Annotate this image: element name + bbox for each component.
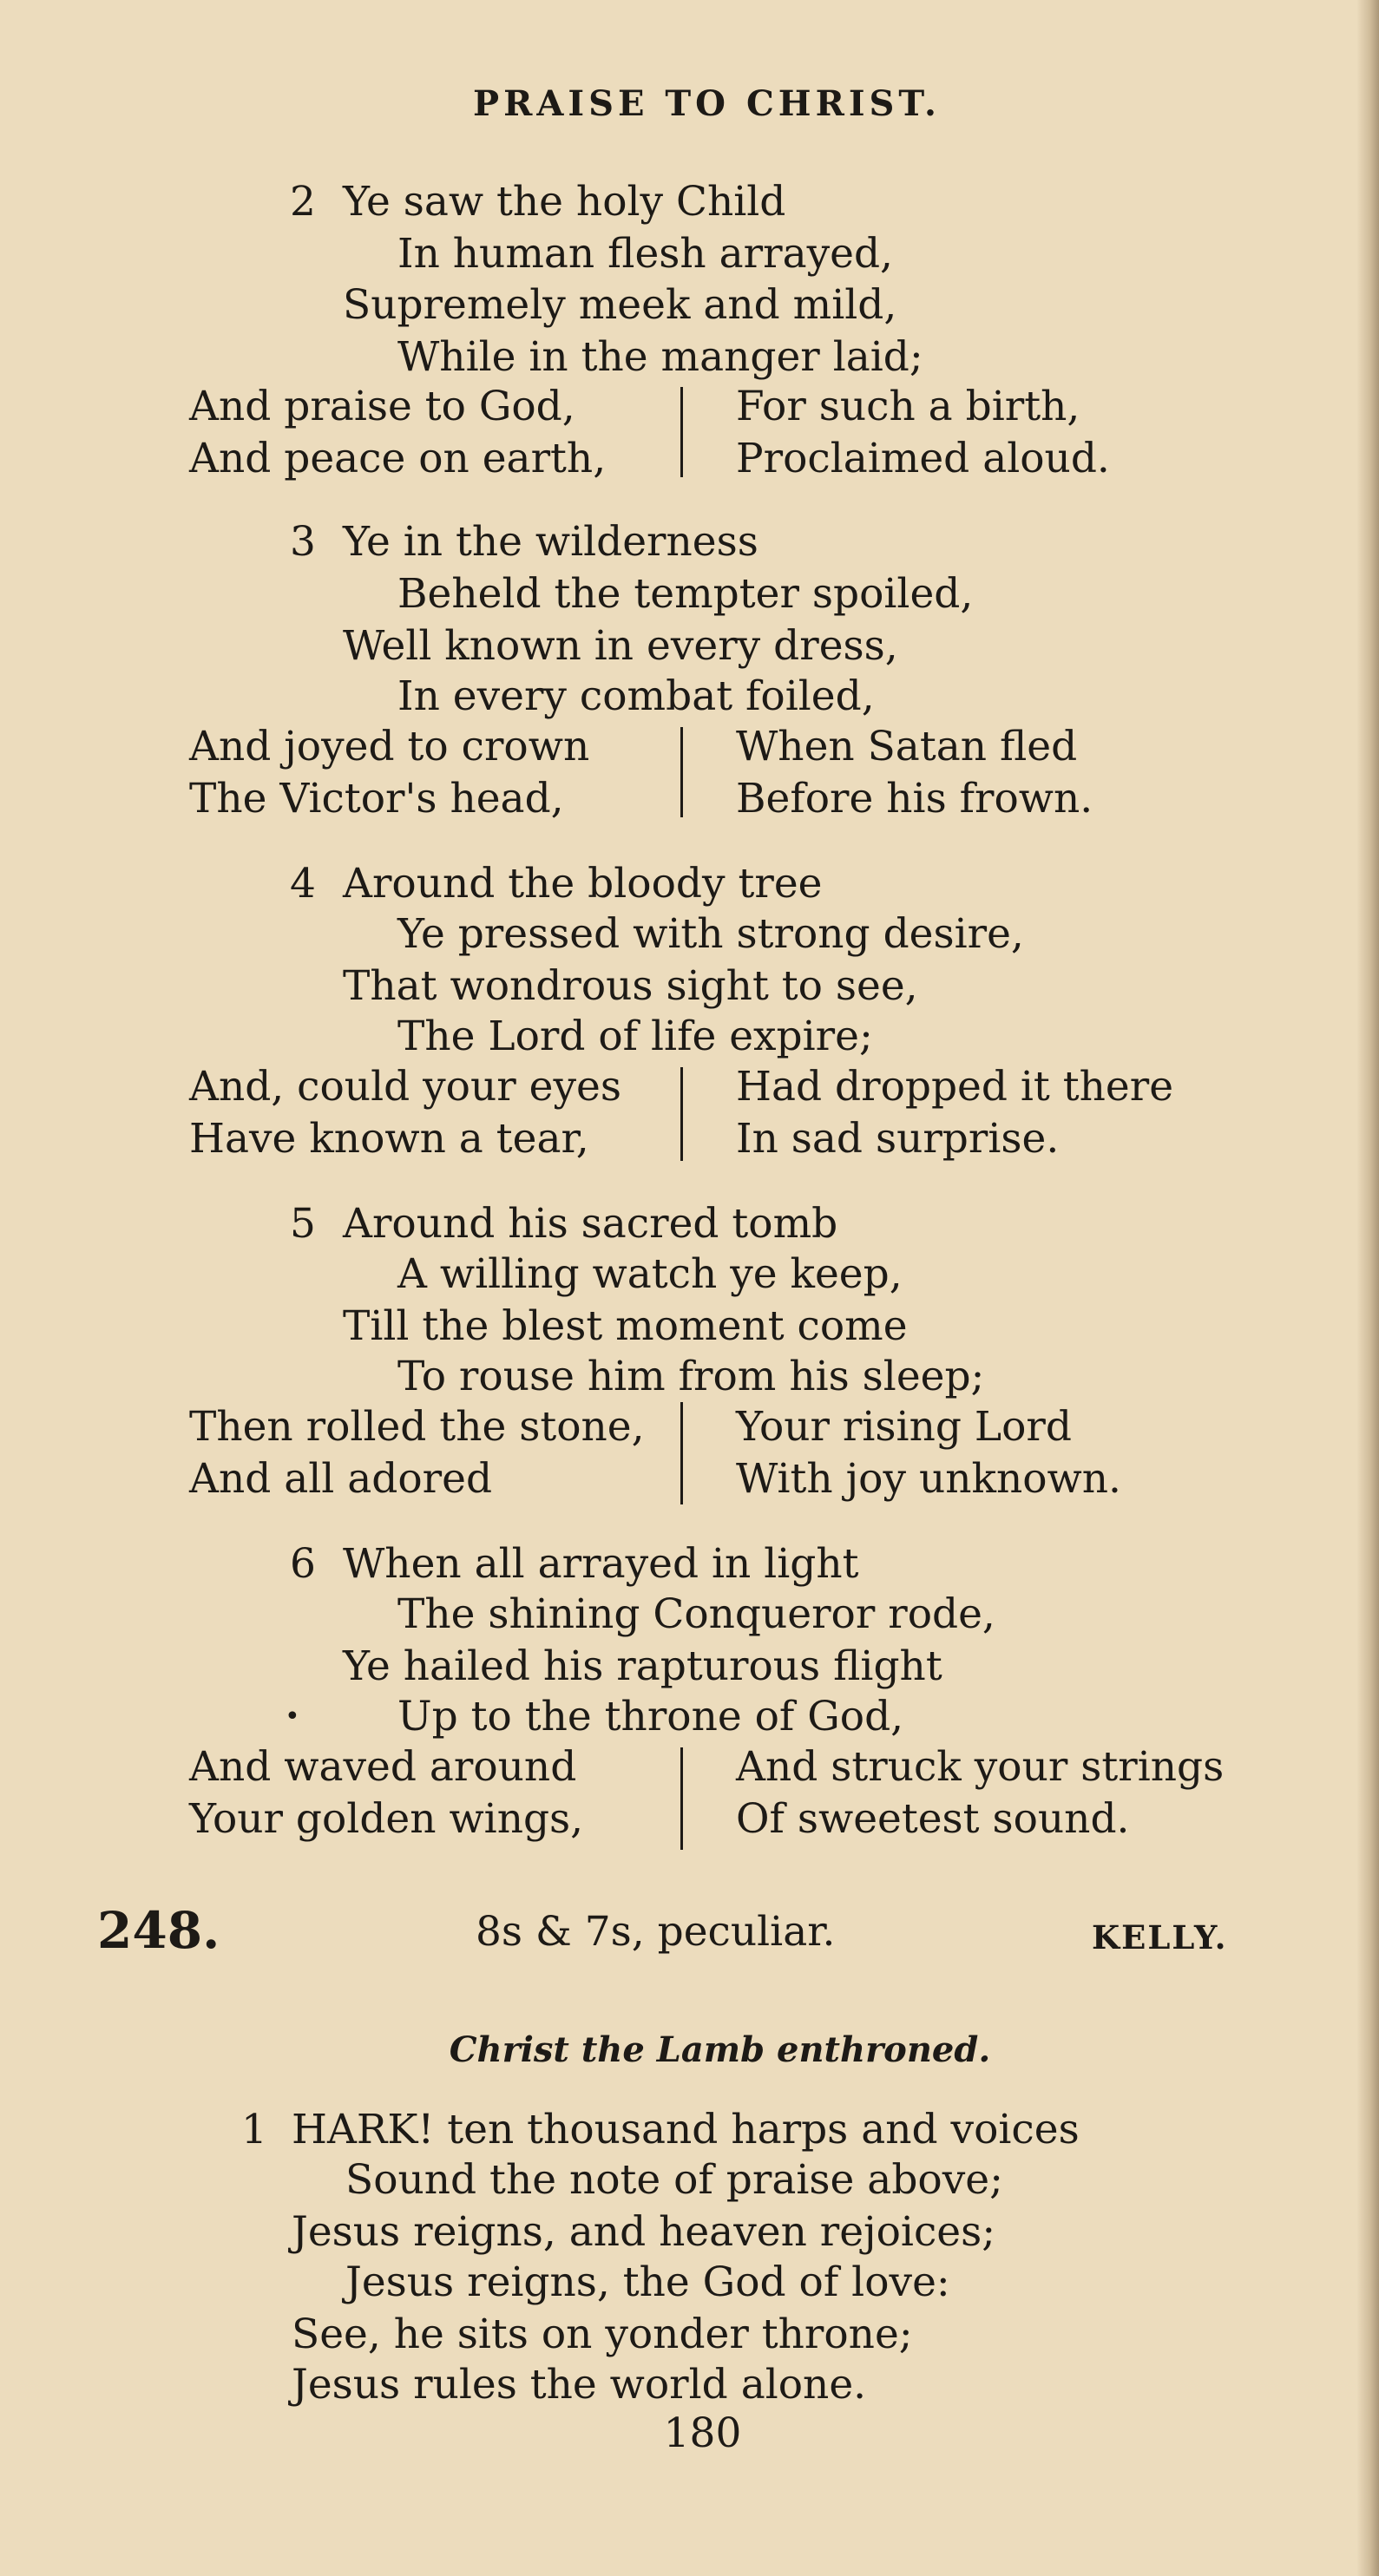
hymn-author: KELLY.: [1092, 1918, 1228, 1957]
refrain-right-line: Of sweetest sound.: [736, 1795, 1130, 1843]
verse-line: The shining Conqueror rode,: [397, 1590, 995, 1638]
verse-number: 2: [290, 178, 316, 226]
refrain-left-line: Have known a tear,: [189, 1115, 589, 1163]
brace-rule: [680, 387, 683, 477]
verse-number: 4: [290, 860, 316, 908]
refrain-left-line: Your golden wings,: [189, 1795, 584, 1843]
refrain-left-line: And peace on earth,: [189, 435, 607, 482]
verse-line: In human flesh arrayed,: [397, 230, 893, 278]
verse-line: To rouse him from his sleep;: [397, 1353, 985, 1400]
hymn-number: 248.: [97, 1901, 220, 1960]
stray-mark: •: [285, 1701, 300, 1732]
hymn-meter: 8s & 7s, peculiar.: [476, 1908, 836, 1956]
verse-line: A willing watch ye keep,: [397, 1250, 903, 1298]
refrain-right-line: Your rising Lord: [736, 1403, 1072, 1451]
verse-line: Sound the note of praise above;: [345, 2156, 1003, 2204]
refrain-right-line: And struck your strings: [736, 1743, 1225, 1791]
verse-line: Till the blest moment come: [343, 1302, 908, 1350]
verse-line: Ye hailed his rapturous flight: [343, 1642, 942, 1690]
verse-line: Ye pressed with strong desire,: [397, 910, 1024, 958]
refrain-right-line: Before his frown.: [736, 775, 1093, 823]
refrain-left-line: And joyed to crown: [189, 723, 590, 770]
refrain-left-line: And all adored: [189, 1455, 493, 1503]
verse-line: See, he sits on yonder throne;: [292, 2311, 913, 2358]
verse-line: That wondrous sight to see,: [343, 962, 918, 1010]
verse-line: Supremely meek and mild,: [343, 281, 897, 329]
hymn-subtitle: Christ the Lamb enthroned.: [449, 2029, 991, 2070]
verse-line: Around the bloody tree: [343, 860, 823, 908]
refrain-left-line: And, could your eyes: [189, 1063, 621, 1111]
verse-line: Jesus reigns, the God of love:: [345, 2258, 950, 2306]
verse-line: Well known in every dress,: [343, 622, 898, 670]
verse-number: 3: [290, 518, 316, 566]
verse-line: Ye in the wilderness: [343, 518, 758, 566]
verse-line: Jesus rules the world alone.: [292, 2361, 867, 2409]
verse-line: The Lord of life expire;: [397, 1013, 873, 1060]
refrain-left-line: Then rolled the stone,: [189, 1403, 645, 1451]
refrain-right-line: In sad surprise.: [736, 1115, 1060, 1163]
verse-line: Up to the throne of God,: [397, 1693, 904, 1740]
refrain-right-line: Proclaimed aloud.: [736, 435, 1110, 482]
refrain-left-line: The Victor's head,: [189, 775, 564, 823]
refrain-left-line: And praise to God,: [189, 383, 575, 430]
verse-line: Jesus reigns, and heaven rejoices;: [292, 2208, 996, 2256]
verse-line: When all arrayed in light: [343, 1540, 859, 1588]
page-header: PRAISE TO CHRIST.: [473, 83, 941, 124]
verse-number: 1: [241, 2106, 267, 2153]
verse-line: Beheld the tempter spoiled,: [397, 570, 974, 618]
refrain-right-line: For such a birth,: [736, 383, 1080, 430]
refrain-right-line: Had dropped it there: [736, 1063, 1174, 1111]
verse-number: 5: [290, 1200, 316, 1248]
verse-line: Ye saw the holy Child: [343, 178, 786, 226]
brace-rule: [680, 1747, 683, 1850]
brace-rule: [680, 727, 683, 817]
refrain-right-line: With joy unknown.: [736, 1455, 1121, 1503]
brace-rule: [680, 1067, 683, 1161]
page-number: 180: [663, 2409, 742, 2457]
verse-line: HARK! ten thousand harps and voices: [292, 2106, 1080, 2153]
refrain-right-line: When Satan fled: [736, 723, 1078, 770]
verse-number: 6: [290, 1540, 316, 1588]
refrain-left-line: And waved around: [189, 1743, 577, 1791]
verse-line: In every combat foiled,: [397, 672, 875, 720]
verse-line: While in the manger laid;: [397, 333, 923, 381]
verse-line: Around his sacred tomb: [343, 1200, 838, 1248]
page-edge-shadow: [1356, 0, 1379, 2576]
brace-rule: [680, 1402, 683, 1504]
